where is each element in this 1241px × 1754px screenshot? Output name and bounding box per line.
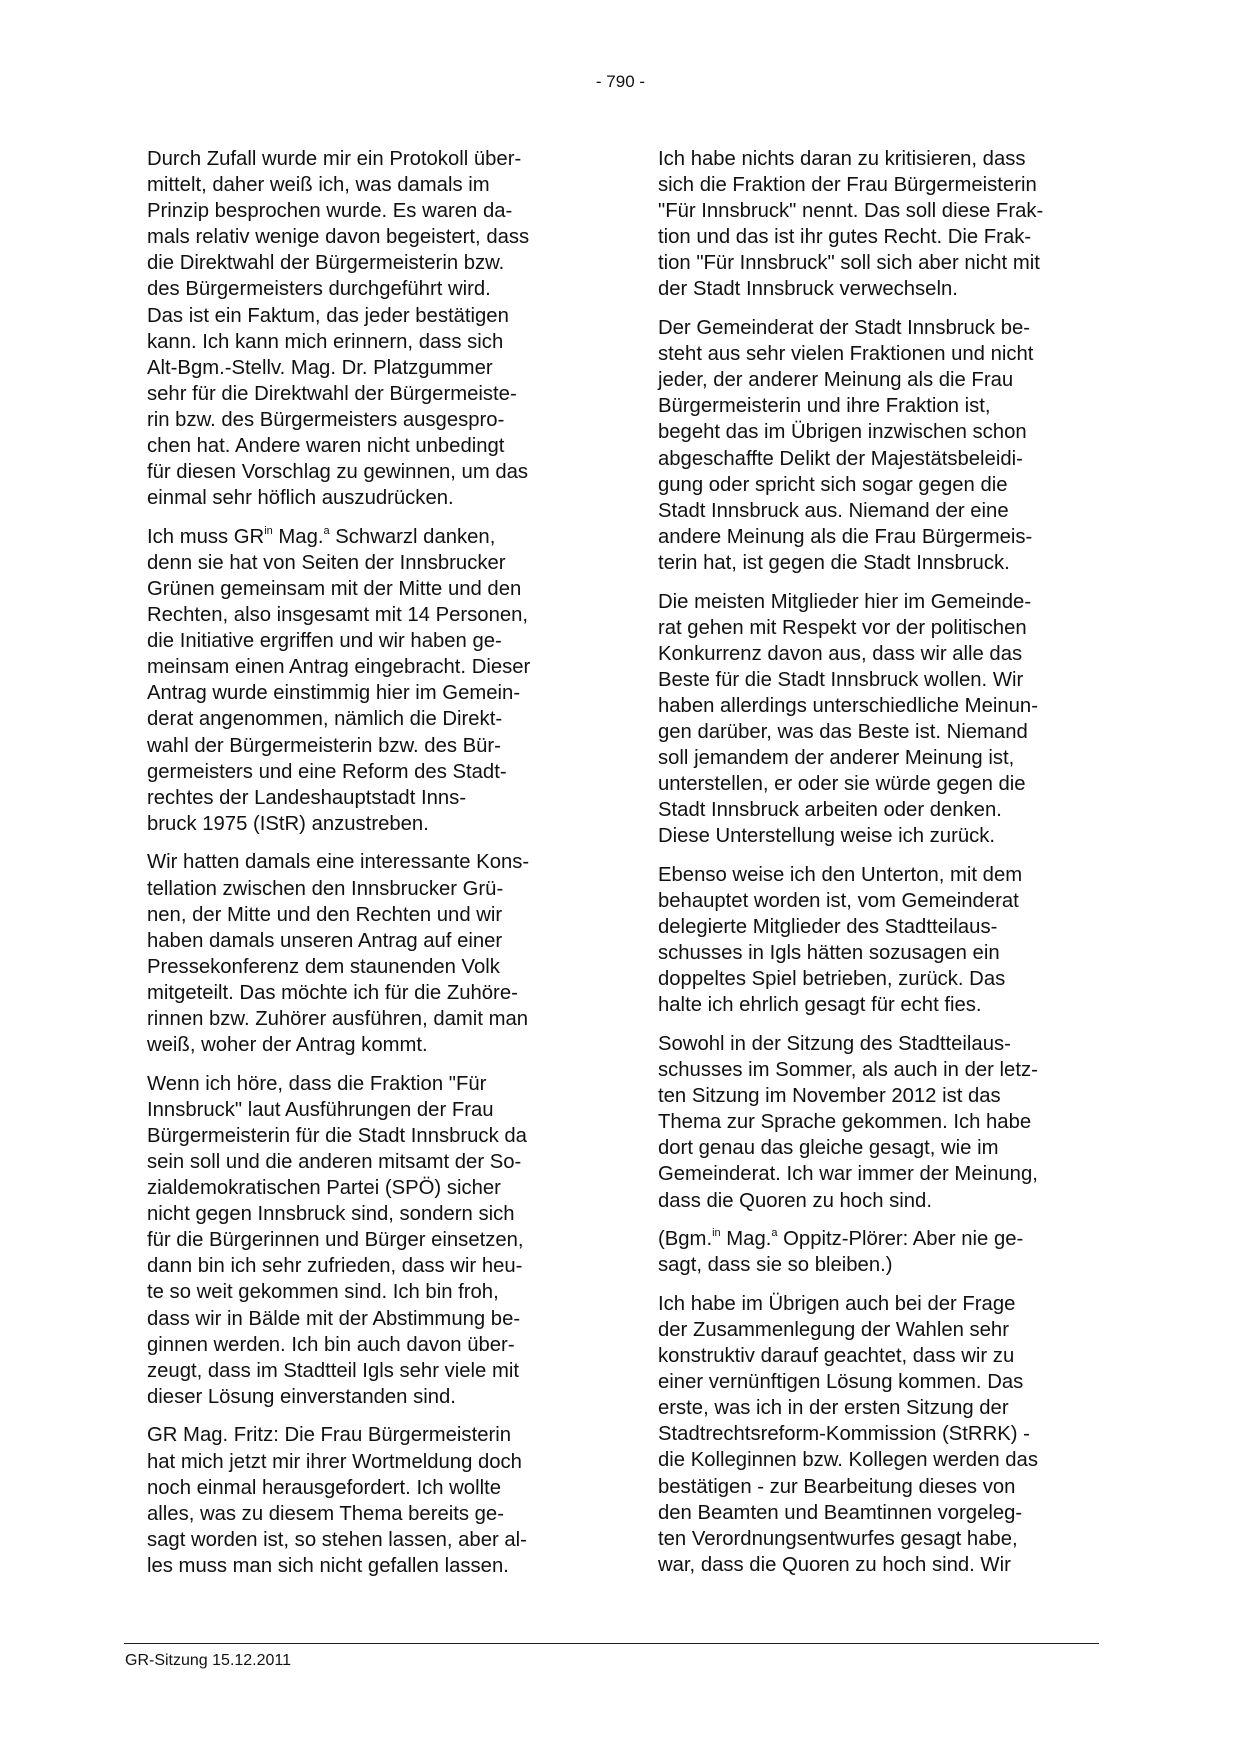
text-line: Stadtrechtsreform-Kommission (StRRK) - [658, 1423, 1030, 1446]
text-line: die Initiative ergriffen und wir haben ge- [147, 630, 502, 653]
text-line: Antrag wurde einstimmig hier im Gemein- [147, 682, 521, 705]
text-line: sich die Fraktion der Frau Bürgermeisterin [658, 174, 1037, 197]
text-line: Grünen gemeinsam mit der Mitte und den [147, 578, 522, 600]
text-line [147, 524, 585, 550]
text-line: mitgeteilt. Das möchte ich für die Zuhöre- [147, 981, 518, 1004]
text-line: unterstellen, er oder sie würde gegen die [658, 773, 1026, 796]
text-line: zeugt, dass im Stadtteil Igls sehr viele mit [147, 1359, 519, 1382]
text-line: Thema zur Sprache gekommen. Ich habe [658, 1111, 1032, 1134]
text-line: alles, was zu diesem Thema bereits ge- [147, 1502, 504, 1525]
text-line: bestätigen - zur Bearbeitung dieses von [658, 1475, 1016, 1498]
text-run: Mag. [720, 1228, 772, 1251]
text-line: Die meisten Mitglieder hier im Gemeinde- [658, 590, 1032, 613]
text-line: Rechten, also insgesamt mit 14 Personen, [147, 604, 529, 627]
text-run: (Bgm. [658, 1228, 713, 1251]
paragraph [658, 862, 1096, 1019]
paragraph [658, 1291, 1096, 1578]
text-line: behauptet worden ist, vom Gemeinderat [658, 890, 1019, 913]
footer-divider [124, 1643, 1099, 1644]
text-line: schusses im Sommer, als auch in der letz- [658, 1059, 1038, 1082]
text-line: andere Meinung als die Frau Bürgermeis- [658, 525, 1033, 548]
text-line: rin bzw. des Bürgermeisters ausgespro- [147, 408, 505, 431]
text-line: nen, der Mitte und den Rechten und wir [147, 903, 503, 926]
text-line: noch einmal herausgefordert. Ich wollte [147, 1476, 501, 1499]
text-line: GR Mag. Fritz: Die Frau Bürgermeisterin [147, 1424, 512, 1447]
text-line: meinsam einen Antrag eingebracht. Dieser [147, 656, 531, 679]
text-line: "Für Innsbruck" nennt. Das soll diese Frak- [658, 200, 1044, 223]
text-line: der Zusammenlegung der Wahlen sehr [658, 1318, 1009, 1341]
text-line: tellation zwischen den Innsbrucker Grü- [147, 877, 504, 900]
text-line: dann bin ich sehr zufrieden, dass wir heu- [147, 1255, 523, 1278]
text-line: haben allerdings unterschiedliche Meinun- [658, 694, 1038, 717]
text-line: war, dass die Quoren zu hoch sind. Wir [658, 1553, 1011, 1576]
text-line: für die Bürgerinnen und Bürger einsetzen, [147, 1229, 524, 1252]
text-line: Beste für die Stadt Innsbruck wollen. Wir [658, 668, 1024, 691]
text-line: Pressekonferenz dem staunenden Volk [147, 955, 500, 978]
text-line: Ich habe nichts daran zu kritisieren, dass [658, 148, 1026, 170]
text-line: weiß, woher der Antrag kommt. [147, 1034, 428, 1057]
text-line: Sowohl in der Sitzung des Stadtteilaus- [658, 1033, 1011, 1055]
text-line: terin hat, ist gegen die Stadt Innsbruck. [658, 551, 1010, 574]
text-line: Alt-Bgm.-Stellv. Mag. Dr. Platzgummer [147, 356, 493, 379]
text-line: erste, was ich in der ersten Sitzung der [658, 1397, 1009, 1420]
text-line: steht aus sehr vielen Fraktionen und nicht [658, 343, 1034, 366]
text-line: Wenn ich höre, dass die Fraktion "Für [147, 1072, 487, 1095]
text-line: Konkurrenz davon aus, dass wir alle das [658, 642, 1023, 665]
text-line: germeisters und eine Reform des Stadt- [147, 760, 507, 783]
text-line: tion und das ist ihr gutes Recht. Die Frak- [658, 226, 1032, 249]
text-line: mals relativ wenige davon begeistert, dass [147, 226, 530, 249]
text-line: konstruktiv darauf geachtet, dass wir zu [658, 1345, 1015, 1368]
paragraph [658, 315, 1096, 576]
text-line: dieser Lösung einverstanden sind. [147, 1385, 456, 1408]
text-line: haben damals unseren Antrag auf einer [147, 929, 503, 952]
text-line: Das ist ein Faktum, das jeder bestätigen [147, 304, 509, 327]
paragraph [147, 524, 585, 837]
text-line: halte ich ehrlich gesagt für echt fies. [658, 994, 982, 1017]
paragraph [658, 1031, 1096, 1214]
text-line: ten Verordnungsentwurfes gesagt habe, [658, 1527, 1018, 1550]
text-line: Stadt Innsbruck aus. Niemand der eine [658, 499, 1009, 522]
paragraph [658, 146, 1096, 303]
text-line: te so weit gekommen sind. Ich bin froh, [147, 1281, 499, 1304]
text-line: les muss man sich nicht gefallen lassen. [147, 1554, 509, 1577]
text-line: Prinzip besprochen wurde. Es waren da- [147, 200, 513, 223]
text-line: Wir hatten damals eine interessante Kons- [147, 851, 530, 874]
left-column [147, 146, 585, 1591]
text-line: derat angenommen, nämlich die Direkt- [147, 708, 503, 731]
text-line: denn sie hat von Seiten der Innsbrucker [147, 551, 506, 574]
text-line: zialdemokratischen Partei (SPÖ) sicher [147, 1177, 501, 1200]
text-line: rat gehen mit Respekt vor der politischen [658, 616, 1027, 639]
right-column [658, 146, 1096, 1590]
superscript: in [712, 1227, 721, 1240]
text-line: Durch Zufall wurde mir ein Protokoll über- [147, 148, 522, 170]
text-line: dort genau das gleiche gesagt, wie im [658, 1137, 999, 1160]
text-line: tion "Für Innsbruck" soll sich aber nicht mit [658, 252, 1040, 275]
text-line: sagt worden ist, so stehen lassen, aber al- [147, 1528, 527, 1551]
text-line: rinnen bzw. Zuhörer ausführen, damit man [147, 1008, 529, 1030]
paragraph [147, 146, 585, 511]
text-line: Gemeinderat. Ich war immer der Meinung, [658, 1163, 1038, 1186]
text-run: Mag. [272, 525, 324, 548]
paragraph [147, 849, 585, 1058]
text-line: chen hat. Andere waren nicht unbedingt [147, 435, 505, 458]
text-line: nicht gegen Innsbruck sind, sondern sich [147, 1203, 515, 1226]
text-line: Stadt Innsbruck arbeiten oder denken. [658, 799, 1002, 822]
text-line: den Beamten und Beamtinnen vorgeleg- [658, 1501, 1023, 1524]
text-line: sehr für die Direktwahl der Bürgermeiste- [147, 382, 517, 405]
text-line: mittelt, daher weiß ich, was damals im [147, 174, 490, 197]
text-line: begeht das im Übrigen inzwischen schon [658, 421, 1027, 444]
text-line: für diesen Vorschlag zu gewinnen, um das [147, 461, 529, 484]
paragraph [147, 1071, 585, 1410]
paragraph [147, 1422, 585, 1579]
paragraph [658, 1226, 1096, 1278]
text-line: ten Sitzung im November 2012 ist das [658, 1085, 1001, 1108]
text-line: jeder, der anderer Meinung als die Frau [658, 369, 1014, 392]
text-line: einmal sehr höflich auszudrücken. [147, 487, 454, 510]
text-line [658, 1226, 1096, 1252]
text-run: Schwarzl danken, [329, 525, 496, 548]
text-line: Ich habe im Übrigen auch bei der Frage [658, 1292, 1016, 1315]
text-line: Bürgermeisterin und ihre Fraktion ist, [658, 395, 991, 418]
text-line: bruck 1975 (IStR) anzustreben. [147, 812, 429, 835]
text-line: Innsbruck" laut Ausführungen der Frau [147, 1098, 494, 1121]
text-line: kann. Ich kann mich erinnern, dass sich [147, 330, 504, 353]
text-line: Bürgermeisterin für die Stadt Innsbruck da [147, 1124, 527, 1147]
text-line: rechtes der Landeshauptstadt Inns- [147, 786, 467, 809]
text-run: Ich muss GR [147, 525, 265, 548]
text-line: gen darüber, was das Beste ist. Niemand [658, 720, 1028, 743]
text-line: die Direktwahl der Bürgermeisterin bzw. [147, 252, 505, 275]
text-line: Diese Unterstellung weise ich zurück. [658, 825, 996, 848]
text-line: delegierte Mitglieder des Stadtteilaus- [658, 916, 998, 939]
text-line: doppeltes Spiel betrieben, zurück. Das [658, 968, 1006, 991]
text-line: sein soll und die anderen mitsamt der So- [147, 1150, 522, 1173]
text-line: schusses in Igls hätten sozusagen ein [658, 942, 1000, 965]
text-line: hat mich jetzt mir ihrer Wortmeldung doch [147, 1450, 522, 1473]
text-line: des Bürgermeisters durchgeführt wird. [147, 278, 491, 301]
text-line: gung oder spricht sich sogar gegen die [658, 473, 1008, 496]
text-line: wahl der Bürgermeisterin bzw. des Bür- [147, 734, 501, 757]
text-line: dass die Quoren zu hoch sind. [658, 1189, 932, 1212]
text-line: die Kolleginnen bzw. Kollegen werden das [658, 1449, 1038, 1472]
page-number: - 790 - [595, 72, 646, 91]
text-line: sagt, dass sie so bleiben.) [658, 1254, 893, 1277]
text-line: abgeschaffte Delikt der Majestätsbeleidi- [658, 447, 1023, 470]
superscript: a [323, 524, 330, 537]
text-line: dass wir in Bälde mit der Abstimmung be- [147, 1307, 521, 1330]
superscript: in [264, 524, 273, 537]
footer-session-date: GR-Sitzung 15.12.2011 [125, 1652, 292, 1669]
text-line: einer vernünftigen Lösung kommen. Das [658, 1371, 1024, 1394]
text-line: soll jemandem der anderer Meinung ist, [658, 747, 1015, 770]
text-run: Oppitz-Plörer: Aber nie ge- [777, 1228, 1024, 1251]
text-line: Ebenso weise ich den Unterton, mit dem [658, 863, 1023, 886]
text-line: ginnen werden. Ich bin auch davon über- [147, 1333, 515, 1356]
paragraph [658, 589, 1096, 850]
superscript: a [771, 1227, 778, 1240]
text-line: der Stadt Innsbruck verwechseln. [658, 278, 958, 301]
text-line: Der Gemeinderat der Stadt Innsbruck be- [658, 317, 1031, 340]
